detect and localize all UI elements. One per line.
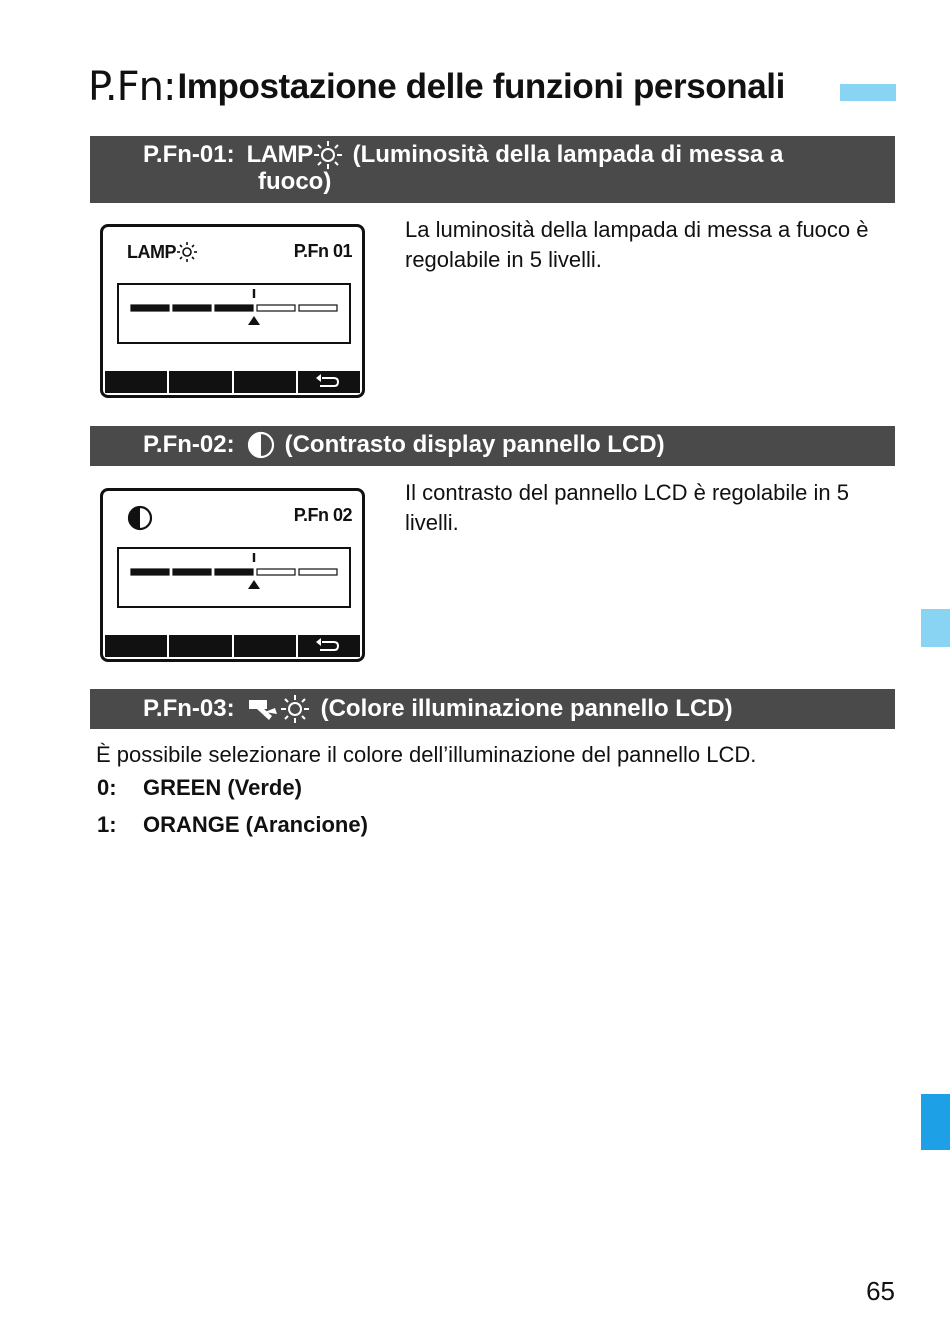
level-scale-graphic [119,285,349,342]
side-tab-marker [921,609,950,647]
section-code: P.Fn-02: [143,431,235,458]
section-header-pfn02 [90,426,895,466]
level-pointer [248,580,260,589]
lcd-fn-number: P.Fn 02 [293,505,352,525]
page-title-text: Impostazione delle funzioni personali [177,67,785,106]
option-item [97,775,302,801]
level-segment-filled [215,569,253,575]
side-tab-marker-active [921,1094,950,1150]
sun-icon [176,241,198,263]
level-segment-filled [215,305,253,311]
lcd-footer [105,371,360,393]
option-number: 0: [97,775,117,800]
section-title-cont: fuoco) [258,168,332,195]
level-segment-filled [173,569,211,575]
lamp-label: LAMP [246,141,313,168]
option-item [97,812,368,838]
section-code: P.Fn-01: [143,141,235,168]
sun-icon [313,140,343,170]
level-segment-empty [257,305,295,311]
section-header-pfn01 [90,136,895,203]
option-label: GREEN (Verde) [143,775,302,800]
level-segment-empty [299,569,337,575]
level-segment-filled [131,305,169,311]
level-segment-filled [131,569,169,575]
section-code: P.Fn-03: [143,695,235,722]
level-scale [117,547,351,608]
section-description: Il contrasto del pannello LCD è regolabile in 5 livelli. [405,480,849,535]
title-accent-bar [840,84,896,101]
lcd-fn-number: P.Fn 01 [293,241,352,261]
level-scale [117,283,351,344]
pfn-logo: P.Fn: [88,64,176,110]
lcd-screen-pfn01 [100,224,365,398]
level-segment-empty [257,569,295,575]
return-icon [298,371,360,393]
option-number: 1: [97,812,117,837]
section-description: La luminosità della lampada di messa a fuoco è regolabile in 5 livelli. [405,217,869,272]
contrast-icon [127,505,153,531]
contrast-icon [247,431,275,459]
level-scale-graphic [119,549,349,606]
lamp-sun-icon [247,140,343,170]
return-icon [298,635,360,657]
level-pointer [248,316,260,325]
page-number: 65 [866,1276,895,1306]
lcd-footer [105,635,360,657]
section-title: (Contrasto display pannello LCD) [284,431,665,458]
section-description: È possibile selezionare il colore dell’illuminazione del pannello LCD. [96,742,757,767]
option-label: ORANGE (Arancione) [143,812,368,837]
level-segment-empty [299,305,337,311]
page-title [88,62,785,112]
lcd-illumination-icon [247,694,311,724]
lcd-screen-pfn02 [100,488,365,662]
section-title: (Colore illuminazione pannello LCD) [320,695,733,722]
lcd-lamp-label: LAMP [127,241,198,263]
section-title: (Luminosità della lampada di messa a [352,141,784,168]
section-header-pfn03 [90,689,895,729]
level-segment-filled [173,305,211,311]
